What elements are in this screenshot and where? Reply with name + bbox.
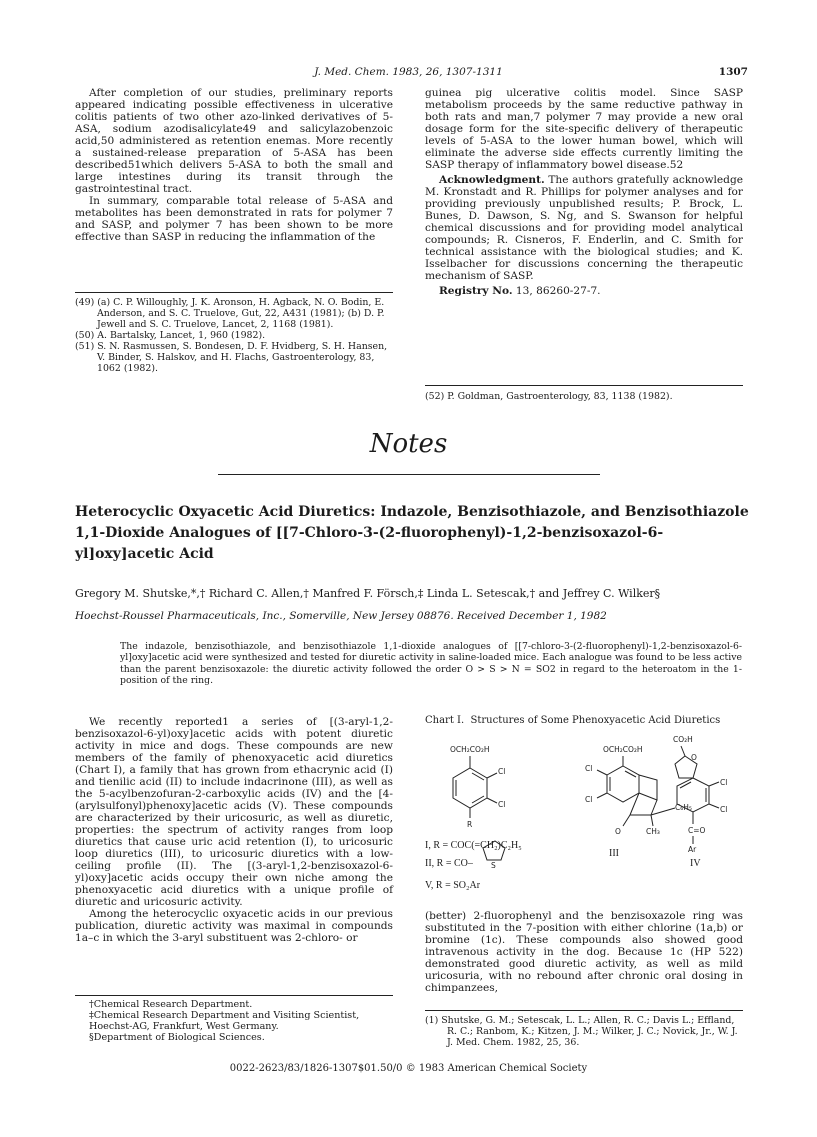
reference: (52) P. Goldman, Gastroenterology, 83, 1138 (1982). [425,391,673,402]
structure-indacrinone [585,745,692,836]
acknowledgment [425,174,743,282]
paragraph: We recently reported1 a series of [(3-aryl-1,2-benzisoxazol-6-yl)oxy]acetic acids with potent diuretic activity in mice and dogs. These compounds are new members of the family of phenoxyacetic acid diuretics (Chart I), a family that has grown from ethacrynic acid (I) and tienilic acid (II) to include indacrinone (III), as well as the 5-acylbenzofuran-2-carboxylic acids (IV) and the [4-(arylsulfonyl)phenoxy]acetic acids (V). These compounds are characterized by their uricosuric, as well as diuretic, properties: the spectrum of activity ranges from loop diuretics that cause uric acid retention (I), to uricosuric loop diuretics (III), to uricosuric diuretics with a low-ceiling profile (II). The [(3-aryl-1,2-benzisoxazol-6-yl)oxy]acetic acids occupy their own niche among the phenoxyacetic acid diuretics with a unique profile of diuretic and uricosuric activity. [75,716,393,908]
label-ar: Ar [688,845,697,854]
structure-benzofuran [673,735,727,854]
label-och2co2h: OCH₂CO₂H [603,745,643,754]
section-rule [218,474,600,475]
paragraph: (better) 2-fluorophenyl and the benzisoxazole ring was substituted in the 7-position with either chlorine (1a,b) or bromine (1c). These compounds also showed good intravenous activity in the dog. Because 1c (HP 522) demonstrated good diuretic activity, as well as mild uricosuria, with no rebound after chronic oral dosing in chimpanzees, [425,910,743,994]
chart-title [425,715,720,726]
label-och2co2h: OCH₂CO₂H [450,745,490,754]
label-ch3: CH₃ [646,827,660,836]
chart-label: Chart I. [425,715,465,726]
body-left-column [75,716,393,944]
references [425,1015,743,1048]
bond [651,808,675,815]
body-right-column [425,910,743,994]
acknowledgment-text: The authors gratefully acknowledge M. Kronstadt and R. Phillips for polymer analyses and for providing previously unpublished results; P. Brock, L. Bunes, D. Dawson, S. Ng, and S. Swanson for helpful chemical discussions and for providing model analytical compounds; R. Cisneros, F. Enderlin, and C. Smith for technical assistance with the biological studies; and K. Isselbacher for discussions concerning the therapeutic mechanism of SASP. [425,174,743,282]
label-cl: Cl [585,764,593,773]
reference: (49) (a) C. P. Willoughly, J. K. Aronson, H. Agback, N. O. Bodin, E. Anderson, and S. C. Truelove, Gut, 22, A431 (1981); (b) D. P. Jewell and S. C. Truelove, Lancet, 2, 1168 (1981). [75,297,385,330]
chart-caption: Structures of Some Phenoxyacetic Acid Diuretics [470,715,721,726]
double-bond [472,796,484,803]
divider [425,385,743,386]
bond [597,770,607,775]
authors: Gregory M. Shutske,*,† Richard C. Allen,† Manfred F. Försch,‡ Linda L. Setescak,† and Jeffrey C. Wilker§ [75,587,661,600]
references [425,391,743,402]
footnote: §Department of Biological Sciences. [89,1032,265,1043]
bond [709,782,719,786]
bond [597,793,607,798]
label-r: R [467,820,473,829]
references [75,297,393,374]
acknowledgment-label: Acknowledgment. [439,174,545,186]
structure-label-II: II, R = CO– [425,858,473,869]
label-cl: Cl [585,795,593,804]
bond [651,815,653,826]
divider [75,995,393,996]
affiliation: Hoechst-Roussel Pharmaceuticals, Inc., Somerville, New Jersey 08876. Received December 1, 1982 [75,610,607,622]
registry-label: Registry No. [439,285,513,297]
label-o: O [615,827,621,836]
structure-label-I: I, R = COC(=CH₂)C₂H₅ [425,840,522,851]
benzene-ring [677,778,709,812]
benzene-ring [453,768,487,808]
journal-header: J. Med. Chem. 1983, 26, 1307-1311 [314,66,503,78]
label-c6h5: C₆H₅ [675,803,692,812]
bond [681,746,685,756]
bond [487,798,497,803]
label-o: O [691,753,697,762]
reference: (1) Shutske, G. M.; Setescak, L. L.; Allen, R. C.; Davis L.; Effland, R. C.; Ranbom, K.; Kitzen, J. M.; Wilker, J. C.; Novick, Jr., W. J. J. Med. Chem. 1982, 25, 36. [425,1015,738,1048]
reference: (50) A. Bartalsky, Lancet, 1, 960 (1982). [75,330,266,341]
structure-number-III: III [609,848,619,859]
benzene-ring [607,766,639,802]
divider [75,292,393,293]
label-cl: Cl [720,805,728,814]
paragraph: After completion of our studies, preliminary reports appeared indicating possible effectiveness in ulcerative colitis patients of two other azo-linked derivatives of 5-ASA, sodium azodisalicylate49 and salicylazobenzoic acid,50 administered as retention enemas. More recently a sustained-release preparation of 5-ASA has been described51which delivers 5-ASA to both the small and large intestines during its transit through the gastrointestinal tract. [75,87,393,195]
label-c-eq-o: C=O [688,826,706,835]
top-right-column [425,87,743,297]
paragraph: Among the heterocyclic oxyacetic acids in our previous publication, diuretic activity was maximal in compounds 1a–c in which the 3-aryl substituent was 2-chloro- or [75,908,393,944]
footnote: ‡Chemical Research Department and Visiting Scientist, Hoechst-AG, Frankfurt, West Germany. [89,1010,360,1032]
double-bond [680,782,691,788]
footnote: †Chemical Research Department. [89,999,253,1010]
section-title: Notes [369,429,448,459]
bond [630,793,639,815]
bond [709,804,719,808]
structure-label-V: V, R = SO₂Ar [425,880,481,891]
double-bond [472,773,484,780]
reference: (51) S. N. Rasmussen, S. Bondesen, D. F. Hvidberg, S. H. Hansen, V. Binder, S. Halskov, and H. Flachs, Gastroenterology, 83, 1062 (1982). [75,341,388,374]
label-s: S [491,861,496,870]
divider [425,1010,743,1011]
structure-phenoxyacetic [450,745,505,829]
copyright-footer: 0022-2623/83/1826-1307$01.50/0 © 1983 American Chemical Society [229,1063,588,1074]
page-number: 1307 [718,66,748,78]
bond [487,773,497,778]
label-cl: Cl [498,767,506,776]
label-cl: Cl [720,778,728,787]
article-title: Heterocyclic Oxyacetic Acid Diuretics: Indazole, Benzisothiazole, and Benzisothiazole 1,1-Dioxide Analogues of [[7-Chloro-3-(2-fluorophenyl)-1,2-benzisoxazol-6-yl]oxy]acetic Acid [75,504,749,562]
registry-text: 13, 86260-27-7. [515,285,601,297]
paragraph: guinea pig ulcerative colitis model. Since SASP metabolism proceeds by the same reductive pathway in both rats and man,7 polymer 7 may provide a new oral dosage form for the site-specific delivery of therapeutic levels of 5-ASA to the lower human bowel, which will eliminate the adverse side effects currently limiting the SASP therapy of inflammatory bowel disease.52 [425,87,743,171]
footnotes [75,999,393,1043]
abstract: The indazole, benzisothiazole, and benzisothiazole 1,1-dioxide analogues of [[7-chloro-3-(2-fluorophenyl)-1,2-benzisoxazol-6-yl]oxy]acetic acid were synthesized and tested for diuretic activity in saline-loaded mice. Each analogue was found to be less active than the parent benzisoxazole: the diuretic activity followed the order O > S > N = SO2 in regard to the heteroatom in the 1-position of the ring. [120,641,742,686]
bond [651,800,657,815]
label-cl: Cl [498,800,506,809]
paragraph: In summary, comparable total release of 5-ASA and metabolites has been demonstrated in rats for polymer 7 and SASP, and polymer 7 has been shown to be more effective than SASP in reducing the inflammation of the [75,195,393,243]
five-ring [639,775,657,800]
registry [425,285,743,297]
top-left-column [75,87,393,243]
label-co2h: CO₂H [673,735,693,744]
carbonyl [623,815,630,826]
structure-number-IV: IV [690,858,701,869]
